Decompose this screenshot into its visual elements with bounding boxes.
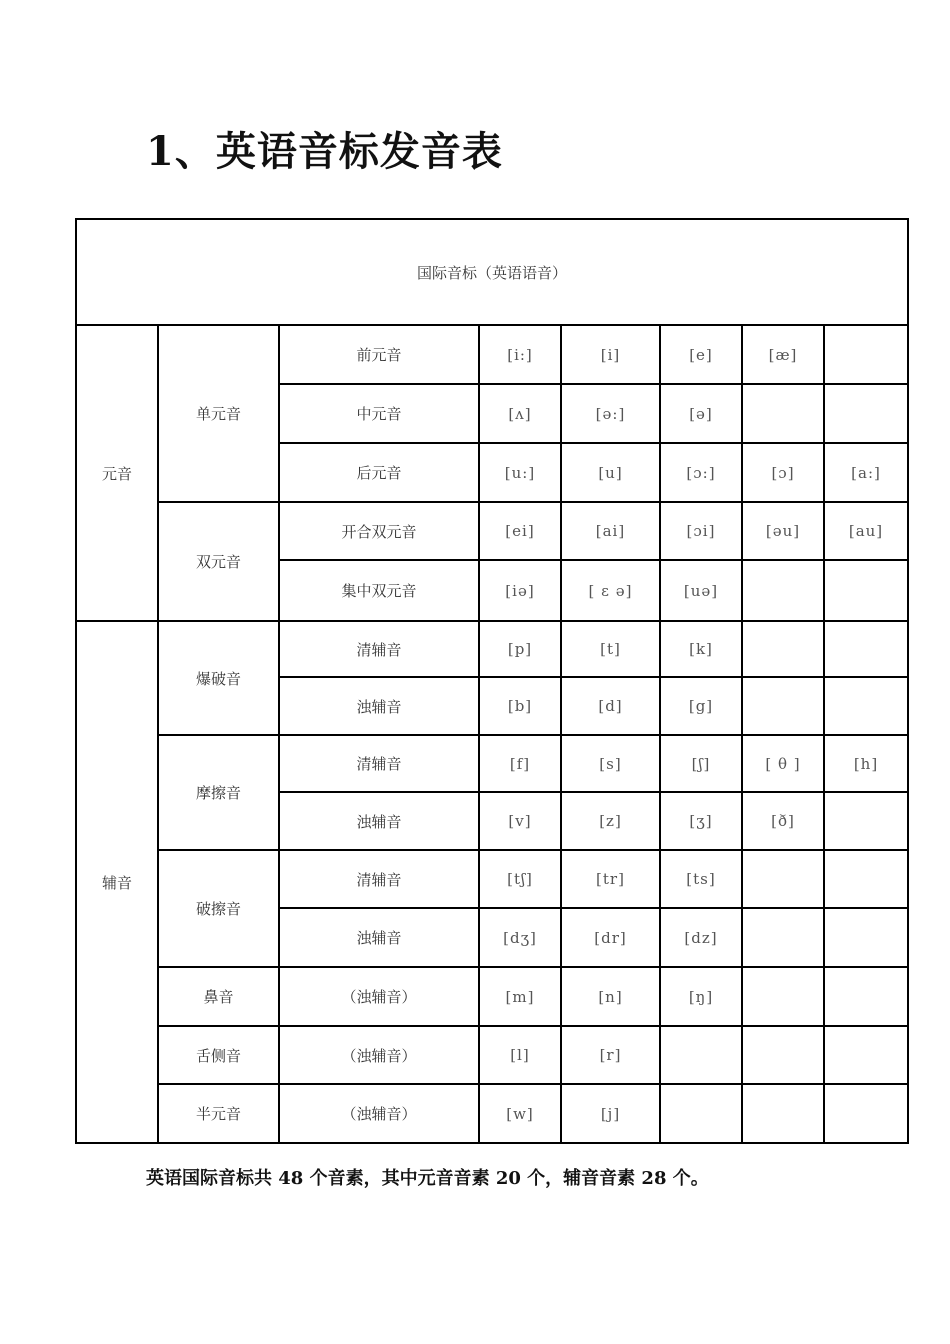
table-row: [76, 850, 908, 908]
phoneme-cell: [i:]: [479, 325, 561, 384]
phoneme-cell: [824, 850, 908, 908]
phoneme-cell: [iə]: [479, 560, 561, 621]
phoneme-cell: [e]: [660, 325, 742, 384]
phoneme-cell: [ŋ]: [660, 967, 742, 1026]
row-label: 中元音: [279, 384, 479, 443]
phoneme-cell: [dr]: [561, 908, 660, 967]
row-label: 集中双元音: [279, 560, 479, 621]
phoneme-cell: [824, 908, 908, 967]
phoneme-cell: [i]: [561, 325, 660, 384]
row-label: 清辅音: [279, 621, 479, 677]
phoneme-cell: [n]: [561, 967, 660, 1026]
row-label: （浊辅音）: [279, 1084, 479, 1143]
row-label: 浊辅音: [279, 792, 479, 850]
phoneme-cell: [t]: [561, 621, 660, 677]
phoneme-cell: [w]: [479, 1084, 561, 1143]
phoneme-cell: [ɔ]: [742, 443, 824, 502]
phoneme-cell: [k]: [660, 621, 742, 677]
phoneme-cell: [tʃ]: [479, 850, 561, 908]
subgroup-nasal: 鼻音: [158, 967, 279, 1026]
phoneme-cell: [824, 1026, 908, 1084]
phoneme-cell: [824, 384, 908, 443]
row-label: 浊辅音: [279, 677, 479, 735]
phoneme-cell: [742, 621, 824, 677]
phoneme-cell: [ʒ]: [660, 792, 742, 850]
phoneme-cell: [dʒ]: [479, 908, 561, 967]
row-label: （浊辅音）: [279, 967, 479, 1026]
phoneme-cell: [b]: [479, 677, 561, 735]
phoneme-cell: [s]: [561, 735, 660, 792]
table-row: [76, 1026, 908, 1084]
row-label: （浊辅音）: [279, 1026, 479, 1084]
phoneme-cell: [ʃ]: [660, 735, 742, 792]
phoneme-cell: [742, 384, 824, 443]
phoneme-cell: [u:]: [479, 443, 561, 502]
row-label: 清辅音: [279, 850, 479, 908]
phoneme-cell: [ai]: [561, 502, 660, 560]
phoneme-cell: [824, 967, 908, 1026]
phoneme-cell: [u]: [561, 443, 660, 502]
phoneme-cell: [742, 560, 824, 621]
subgroup-fricative: 摩擦音: [158, 735, 279, 850]
phoneme-cell: [æ]: [742, 325, 824, 384]
phoneme-cell: [p]: [479, 621, 561, 677]
subgroup-monophthong: 单元音: [158, 325, 279, 502]
table-header: 国际音标（英语语音）: [76, 219, 908, 325]
row-label: 后元音: [279, 443, 479, 502]
group-vowel: 元音: [76, 325, 158, 621]
phoneme-cell: [824, 621, 908, 677]
row-label: 前元音: [279, 325, 479, 384]
phoneme-cell: [h]: [824, 735, 908, 792]
phoneme-cell: [ð]: [742, 792, 824, 850]
phoneme-cell: [j]: [561, 1084, 660, 1143]
phoneme-cell: [əu]: [742, 502, 824, 560]
phoneme-cell: [ʌ]: [479, 384, 561, 443]
subgroup-diphthong: 双元音: [158, 502, 279, 621]
row-label: 清辅音: [279, 735, 479, 792]
ipa-table: [75, 218, 909, 1144]
subgroup-lateral: 舌侧音: [158, 1026, 279, 1084]
page-title: 1、英语音标发音表: [146, 128, 503, 175]
phoneme-cell: [ ɛ ə]: [561, 560, 660, 621]
phoneme-cell: [ei]: [479, 502, 561, 560]
phoneme-cell: [r]: [561, 1026, 660, 1084]
table-row: [76, 1084, 908, 1143]
phoneme-cell: [a:]: [824, 443, 908, 502]
subgroup-plosive: 爆破音: [158, 621, 279, 735]
phoneme-cell: [824, 677, 908, 735]
phoneme-cell: [z]: [561, 792, 660, 850]
phoneme-cell: [uə]: [660, 560, 742, 621]
phoneme-cell: [ɔi]: [660, 502, 742, 560]
table-row: [76, 735, 908, 792]
phoneme-cell: [742, 1026, 824, 1084]
phoneme-cell: [742, 967, 824, 1026]
phoneme-cell: [ θ ]: [742, 735, 824, 792]
phoneme-cell: [ɔ:]: [660, 443, 742, 502]
phoneme-cell: [660, 1026, 742, 1084]
subgroup-affricate: 破擦音: [158, 850, 279, 967]
phoneme-cell: [824, 560, 908, 621]
phoneme-cell: [au]: [824, 502, 908, 560]
phoneme-cell: [g]: [660, 677, 742, 735]
table-row: [76, 325, 908, 384]
phoneme-cell: [660, 1084, 742, 1143]
phoneme-cell: [742, 1084, 824, 1143]
row-label: 浊辅音: [279, 908, 479, 967]
phoneme-cell: [f]: [479, 735, 561, 792]
phoneme-cell: [742, 908, 824, 967]
phoneme-cell: [ts]: [660, 850, 742, 908]
subgroup-semivowel: 半元音: [158, 1084, 279, 1143]
phoneme-cell: [824, 1084, 908, 1143]
phoneme-cell: [tr]: [561, 850, 660, 908]
row-label: 开合双元音: [279, 502, 479, 560]
table-row: [76, 621, 908, 677]
table-row: [76, 502, 908, 560]
phoneme-cell: [l]: [479, 1026, 561, 1084]
phoneme-cell: [824, 792, 908, 850]
phoneme-cell: [v]: [479, 792, 561, 850]
table-row: [76, 967, 908, 1026]
phoneme-cell: [ə]: [660, 384, 742, 443]
phoneme-cell: [dz]: [660, 908, 742, 967]
phoneme-cell: [ə:]: [561, 384, 660, 443]
summary-note: 英语国际音标共 48 个音素，其中元音音素 20 个，辅音音素 28 个。: [146, 1168, 709, 1189]
group-consonant: 辅音: [76, 621, 158, 1143]
phoneme-cell: [d]: [561, 677, 660, 735]
phoneme-cell: [m]: [479, 967, 561, 1026]
phoneme-cell: [742, 677, 824, 735]
phoneme-cell: [824, 325, 908, 384]
phoneme-cell: [742, 850, 824, 908]
